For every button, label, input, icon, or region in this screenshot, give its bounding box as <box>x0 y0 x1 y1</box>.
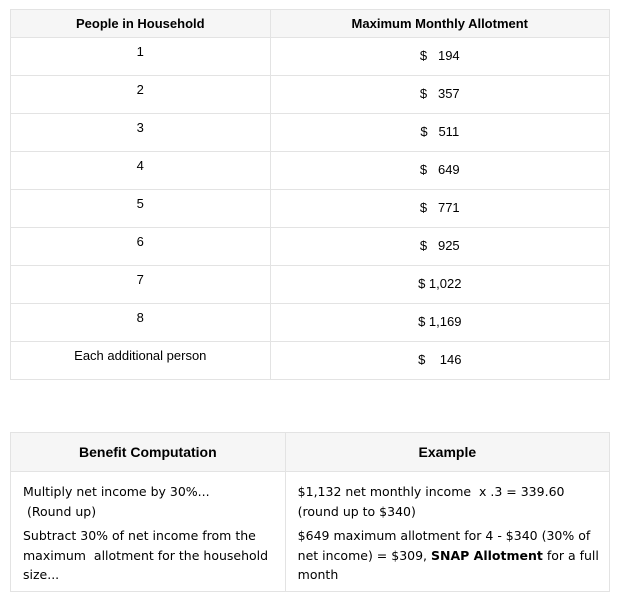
header-people: People in Household <box>11 10 271 38</box>
table-row <box>11 38 610 76</box>
people-count: 7 <box>136 272 144 287</box>
table-row <box>11 304 610 342</box>
allotment-amount: $ 511 <box>420 124 460 139</box>
table-row <box>11 152 610 190</box>
table-row <box>11 114 610 152</box>
computation-steps <box>11 472 286 592</box>
allotment-amount: $ 649 <box>419 162 460 177</box>
people-count: 4 <box>136 158 144 173</box>
example-income: $1,132 net monthly income x .3 = 339.60 (round up to $340) <box>297 484 569 519</box>
allotment-amount: $ 1,169 <box>418 314 462 329</box>
allotment-amount: $ 146 <box>418 352 462 367</box>
people-count: 5 <box>136 196 144 211</box>
header-example: Example <box>285 433 609 472</box>
table-row <box>11 190 610 228</box>
computation-table <box>10 432 610 592</box>
allotment-table <box>10 9 610 380</box>
allotment-amount: $ 357 <box>419 86 460 101</box>
people-count: Each additional person <box>74 348 207 363</box>
people-count: 8 <box>136 310 144 325</box>
table-row <box>11 266 610 304</box>
table-row <box>11 76 610 114</box>
step-multiply: Multiply net income by 30%... <box>23 484 210 499</box>
people-count: 6 <box>136 234 144 249</box>
allotment-amount: $ 194 <box>419 48 460 63</box>
step-subtract: Subtract 30% of net income from the maximum allotment for the household size... <box>23 528 273 582</box>
step-round-up: (Round up) <box>23 503 97 519</box>
allotment-amount: $ 771 <box>419 200 460 215</box>
example-allotment-text: $649 maximum allotment for 4 - $340 (30% of net income) = $309, <box>297 528 603 563</box>
table-row <box>11 342 610 380</box>
header-allotment: Maximum Monthly Allotment <box>270 10 609 38</box>
table-row <box>11 228 610 266</box>
people-count: 1 <box>136 44 144 59</box>
example-allotment <box>298 526 601 585</box>
computation-row <box>11 472 610 592</box>
allotment-header-row <box>11 10 610 38</box>
computation-example <box>285 472 609 592</box>
allotment-amount: $ 925 <box>419 238 460 253</box>
example-allotment-suffix: for a full month <box>297 547 603 582</box>
computation-header-row <box>11 433 610 472</box>
header-benefit-computation: Benefit Computation <box>11 433 286 472</box>
people-count: 2 <box>136 82 144 97</box>
allotment-amount: $ 1,022 <box>418 276 462 291</box>
people-count: 3 <box>136 120 144 135</box>
snap-allotment-label: SNAP Allotment <box>431 547 543 563</box>
